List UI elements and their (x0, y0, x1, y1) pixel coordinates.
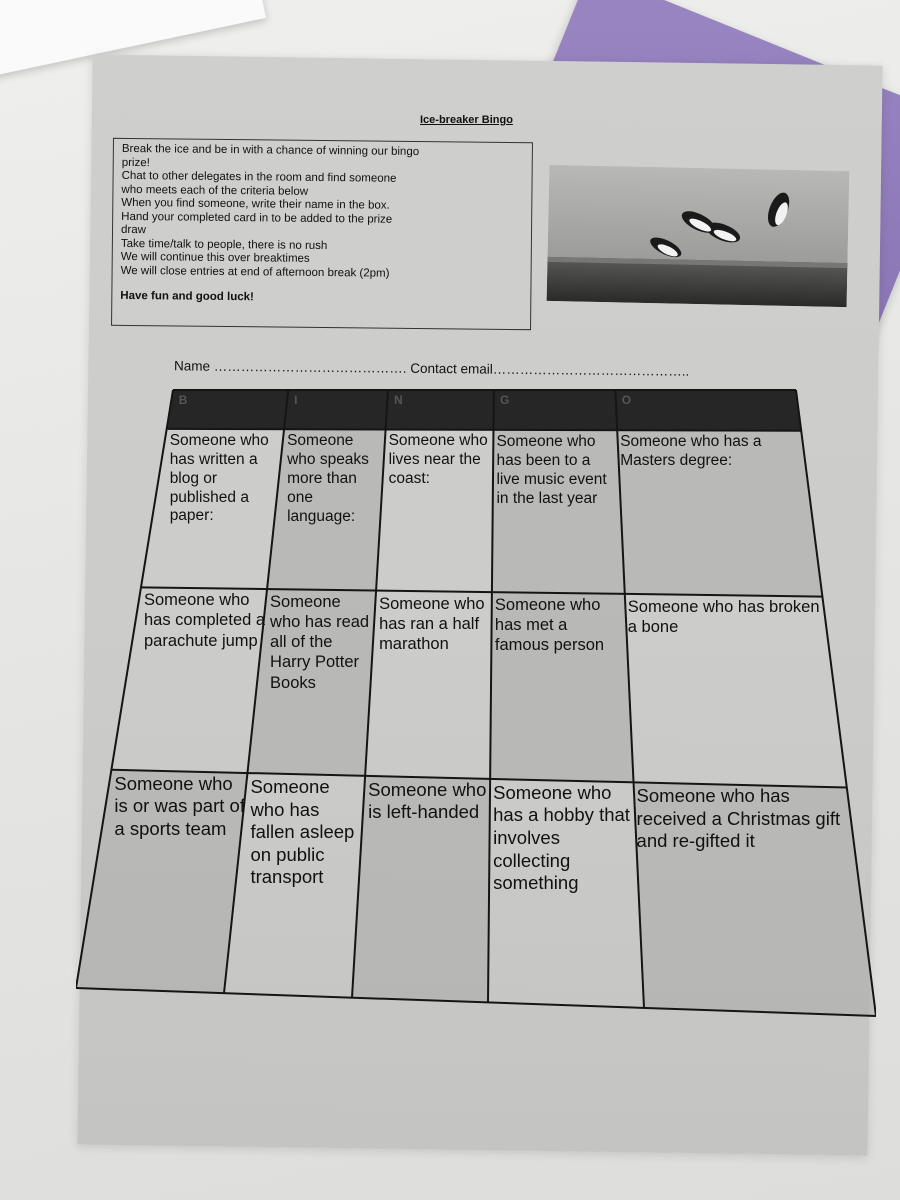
header-letter: B (178, 392, 188, 407)
bingo-cell[interactable]: Someone who has fallen asleep on public transport (250, 776, 355, 888)
instruction-lines (121, 143, 524, 282)
instruction-line: prize! (121, 156, 150, 169)
instruction-line: who meets each of the criteria below (121, 183, 309, 198)
penguin-photo (547, 165, 850, 307)
bingo-cell[interactable]: Someone who has received a Christmas gift and re-gifted it (636, 785, 841, 852)
instructions-box (111, 138, 533, 330)
bingo-cell[interactable]: Someone who has ran a half marathon (379, 594, 485, 653)
bingo-cell[interactable]: Someone who is left-handed (368, 778, 487, 823)
bingo-cell[interactable]: Someone who has read all of the Harry Potter Books (270, 593, 370, 692)
instruction-line: Break the ice and be in with a chance of winning our bingo (121, 142, 420, 159)
bingo-cell[interactable]: Someone who has completed a parachute jump (143, 591, 266, 650)
header-letter: O (621, 393, 632, 408)
bingo-cell[interactable]: Someone who has written a blog or published a paper: (169, 431, 269, 525)
bingo-cell[interactable]: Someone who has met a famous person (494, 596, 605, 655)
bingo-cell[interactable]: Someone who has broken a bone (627, 597, 820, 637)
instruction-line: Hand your completed card in to be added to the prize (121, 210, 393, 226)
header-letter: N (393, 393, 403, 408)
instruction-line: Chat to other delegates in the room and find someone (121, 169, 397, 185)
header-bar (167, 390, 802, 431)
name-email-line[interactable]: Name ……………………………………. Contact email…………………………………….. (173, 358, 690, 379)
instruction-line: Take time/talk to people, there is no rush (120, 237, 328, 252)
closing-message: Have fun and good luck! (120, 289, 254, 304)
instruction-line: draw (120, 223, 147, 237)
header-letter: G (500, 393, 510, 408)
bingo-cell[interactable]: Someone who is or was part of a sports team (114, 772, 245, 839)
bingo-cell[interactable]: Someone who has a hobby that involves collecting something (493, 781, 630, 894)
bingo-grid (76, 388, 876, 1018)
instruction-line: We will close entries at end of afternoon break (2pm) (120, 264, 390, 280)
header-letter: I (294, 393, 298, 408)
instruction-line: When you find someone, write their name in the box. (121, 196, 390, 212)
bingo-cell[interactable]: Someone who has been to a live music event in the last year (496, 432, 607, 507)
sheet-title: Ice-breaker Bingo (420, 114, 513, 126)
instruction-line: We will continue this over breaktimes (120, 250, 310, 265)
bingo-cell[interactable]: Someone who has a Masters degree: (620, 433, 762, 470)
bingo-cell[interactable]: Someone who lives near the coast: (388, 432, 488, 488)
bingo-cell[interactable]: Someone who speaks more than one language: (287, 432, 369, 525)
penguin-photo-image (547, 165, 850, 307)
